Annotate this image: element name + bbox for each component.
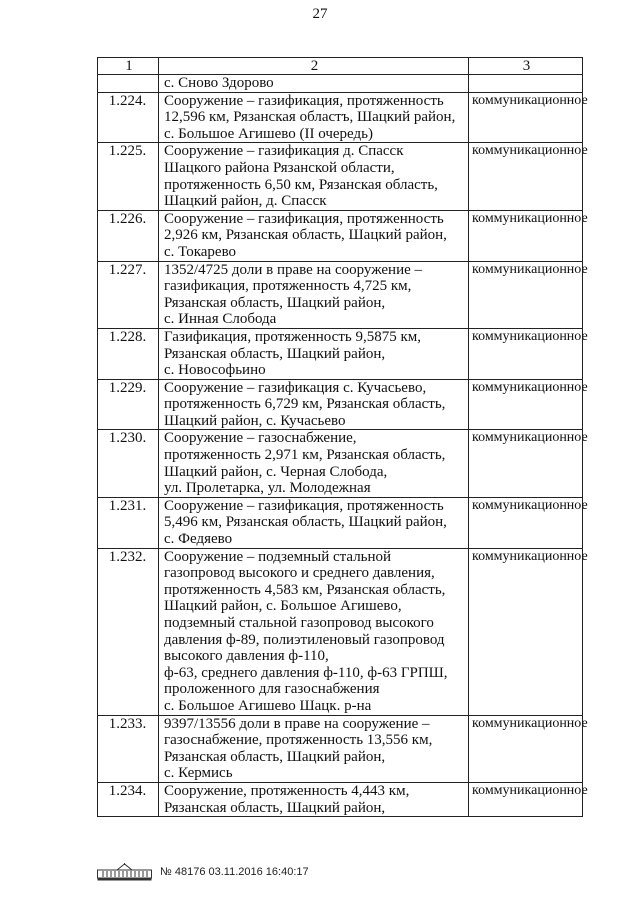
description-line: Сооружение – газификация, протяженность: [164, 92, 444, 109]
row-description: [159, 210, 469, 261]
document-stamp-text: № 48176 03.11.2016 16:40:17: [160, 866, 309, 878]
row-description: [159, 379, 469, 430]
row-description: [159, 143, 469, 210]
property-table: [97, 57, 588, 817]
description-line: Рязанская область, Шацкий район,: [164, 799, 386, 816]
description-line: ул. Пролетарка, ул. Молодежная: [164, 480, 371, 497]
description-line: Сооружение, протяженность 4,443 км,: [164, 782, 410, 799]
description-line: с. Новософьино: [164, 362, 266, 379]
description-line: 2,926 км, Рязанская область, Шацкий район,: [164, 227, 447, 244]
table-row: [98, 379, 583, 430]
table-row: [98, 497, 583, 548]
description-line: с. Кермись: [164, 765, 233, 782]
row-description: [159, 328, 469, 379]
description-line: Сооружение – подземный стальной: [164, 548, 392, 565]
description-line: газопровод высокого и среднего давления,: [164, 565, 435, 582]
description-line: газификация, протяженность 4,725 км,: [164, 278, 412, 295]
description-line: Рязанская область, Шацкий район,: [164, 748, 386, 765]
row-type: коммуникационное: [469, 261, 583, 328]
table-row: [98, 210, 583, 261]
description-line: Рязанская область, Шацкий район,: [164, 294, 386, 311]
row-description: [159, 497, 469, 548]
description-line: подземный стальной газопровод высокого: [164, 615, 434, 631]
header-col-1: 1: [98, 58, 159, 75]
header-col-2: 2: [159, 58, 469, 75]
row-description: [159, 430, 469, 497]
row-description: [159, 715, 469, 782]
row-type: коммуникационное: [469, 379, 583, 430]
row-description: [159, 261, 469, 328]
row-number: 1.232.: [98, 548, 159, 715]
header-col-3: 3: [469, 58, 583, 75]
row-number: 1.230.: [98, 430, 159, 497]
description-line: с. Большое Агишево (II очередь): [164, 125, 373, 142]
row-type: коммуникационное: [469, 497, 583, 548]
continuation-kind-cell: [469, 75, 583, 93]
row-type: коммуникационное: [469, 715, 583, 782]
description-line: проложенного для газоснабжения: [164, 681, 380, 698]
row-type: коммуникационное: [469, 92, 583, 143]
description-line: 5,496 км, Рязанская область, Шацкий район,: [164, 514, 447, 531]
table-row: [98, 430, 583, 497]
building-seal-icon: [97, 863, 152, 881]
row-type: коммуникационное: [469, 210, 583, 261]
row-description: [159, 548, 469, 715]
row-number: 1.234.: [98, 782, 159, 816]
continuation-text: с. Сново Здорово: [159, 75, 469, 93]
row-type: коммуникационное: [469, 782, 583, 816]
row-number: 1.225.: [98, 143, 159, 210]
description-line: Газификация, протяженность 9,5875 км,: [164, 328, 421, 345]
description-line: 1352/4725 доли в праве на сооружение –: [164, 261, 423, 278]
table-row: [98, 261, 583, 328]
row-description: [159, 92, 469, 143]
description-line: с. Федяево: [164, 531, 233, 548]
table-row: [98, 548, 583, 715]
description-line: Сооружение – газоснабжение,: [164, 430, 357, 447]
row-type: коммуникационное: [469, 328, 583, 379]
table-header-row: [98, 58, 583, 75]
row-number: 1.228.: [98, 328, 159, 379]
description-line: давления ф-89, полиэтиленовый газопровод: [164, 631, 445, 648]
description-line: Сооружение – газификация д. Спасск: [164, 143, 404, 160]
page-number: 27: [312, 6, 328, 22]
description-line: протяженность 4,583 км, Рязанская область,: [164, 581, 446, 598]
description-line: Сооружение – газификация с. Кучасьево,: [164, 379, 427, 396]
table-row: [98, 715, 583, 782]
description-line: протяженность 6,729 км, Рязанская область,: [164, 396, 446, 413]
description-line: Рязанская область, Шацкий район,: [164, 345, 386, 362]
row-number: 1.226.: [98, 210, 159, 261]
description-line: протяженность 2,971 км, Рязанская область,: [164, 447, 446, 464]
row-number: 1.233.: [98, 715, 159, 782]
description-line: Шацкий район, с. Черная Слобода,: [164, 463, 388, 480]
description-line: протяженность 6,50 км, Рязанская область,: [164, 176, 438, 193]
table-row: [98, 782, 583, 816]
continuation-row: [98, 75, 583, 93]
description-line: с. Токарево: [164, 243, 237, 260]
description-line: Сооружение – газификация, протяженность: [164, 497, 444, 514]
row-number: 1.231.: [98, 497, 159, 548]
row-type: коммуникационное: [469, 548, 583, 715]
description-line: ф-63, среднего давления ф-110, ф-63 ГРПШ,: [164, 664, 448, 681]
description-line: с. Большое Агишево Шацк. р-на: [164, 697, 372, 714]
row-number: 1.224.: [98, 92, 159, 143]
row-type: коммуникационное: [469, 143, 583, 210]
description-line: 12,596 км, Рязанская областъ, Шацкий район,: [164, 109, 456, 126]
description-line: Шацкий район, с. Кучасьево: [164, 412, 346, 429]
row-description: [159, 782, 469, 816]
row-number: 1.227.: [98, 261, 159, 328]
footer-stamp: [97, 862, 309, 882]
description-line: Сооружение – газификация, протяженность: [164, 210, 444, 227]
description-line: с. Инная Слобода: [164, 311, 277, 328]
description-line: 9397/13556 доли в праве на сооружение –: [164, 715, 430, 732]
continuation-num-cell: [98, 75, 159, 93]
table-row: [98, 143, 583, 210]
description-line: Шацкого района Рязанской области,: [164, 159, 395, 176]
row-type: коммуникационное: [469, 430, 583, 497]
row-number: 1.229.: [98, 379, 159, 430]
description-line: Шацкий район, с. Большое Агишево,: [164, 598, 402, 615]
table-row: [98, 92, 583, 143]
description-line: газоснабжение, протяженность 13,556 км,: [164, 732, 433, 749]
table-row: [98, 328, 583, 379]
description-line: Шацкий район, д. Спасск: [164, 193, 327, 210]
description-line: высокого давления ф-110,: [164, 648, 329, 665]
